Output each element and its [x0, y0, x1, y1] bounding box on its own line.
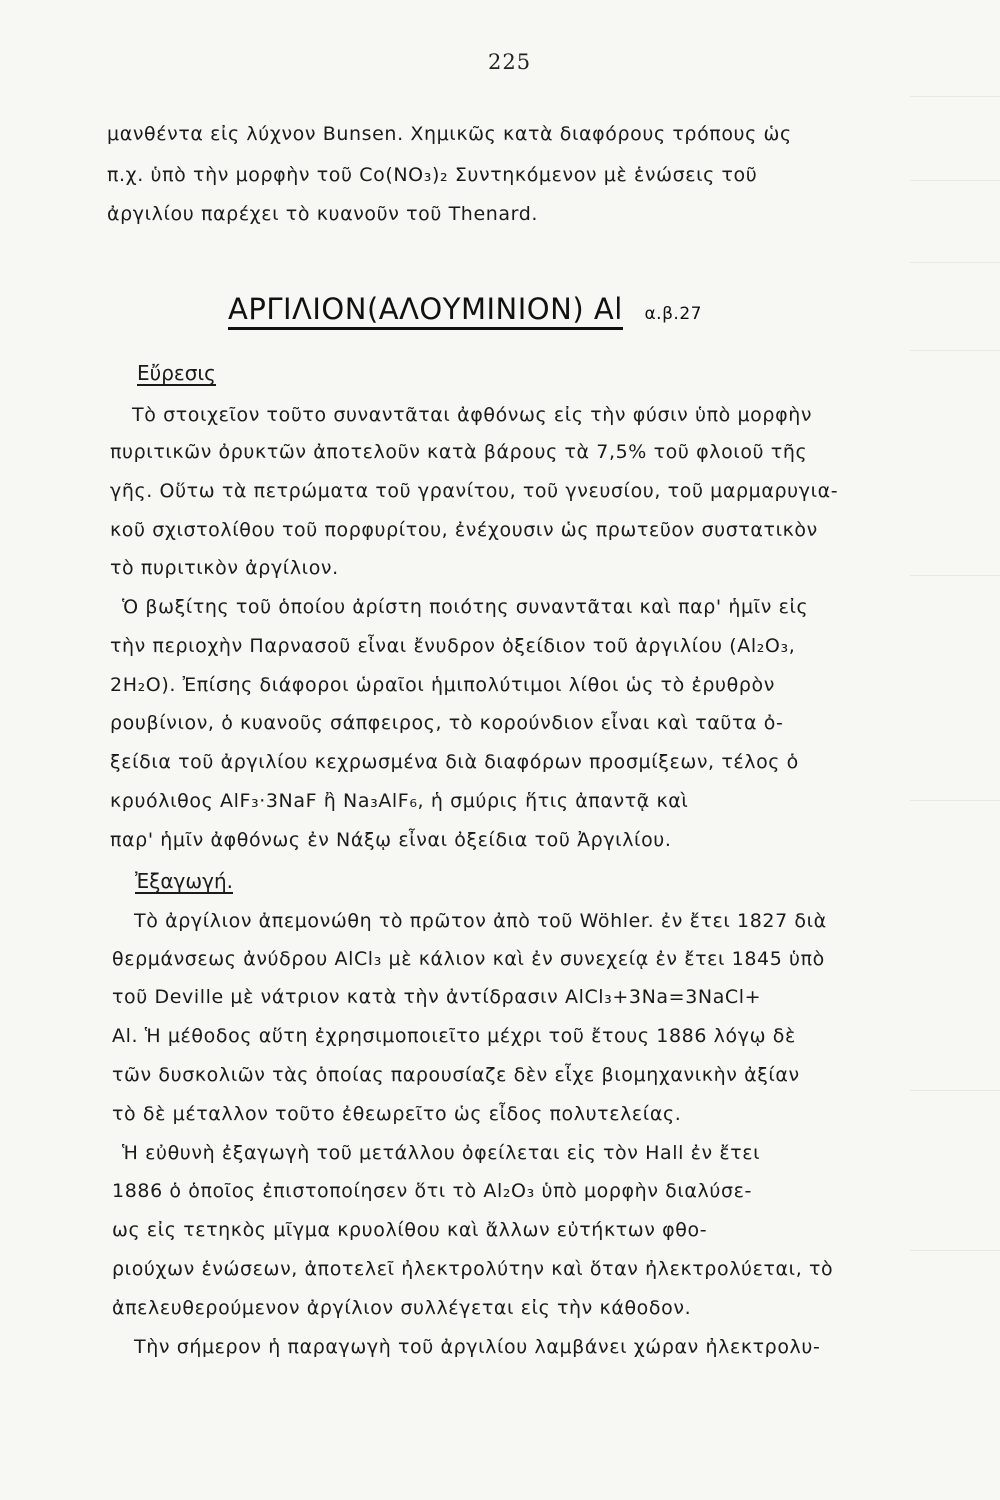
bleed-through-line: [910, 800, 1000, 801]
section-title-extraction: Ἐξαγωγή.: [135, 869, 234, 893]
element-title: ΑΡΓΙΛΙΟΝ(ΑΛΟΥΜΙΝΙΟΝ) Al: [228, 292, 623, 330]
paragraph-line: γῆς. Οὕτω τὰ πετρώματα τοῦ γρανίτου, τοῦ γνευσίου, τοῦ μαρμαρυγια-: [110, 480, 839, 502]
paragraph-line: κρυόλιθος AlF₃·3NaF ἢ Na₃AlF₆, ἡ σμύρις ἥτις ἀπαντᾷ καὶ: [110, 790, 689, 812]
paragraph-line: τὸ πυριτικὸν ἀργίλιον.: [110, 557, 339, 579]
section-title-occurrence: Εὔρεσις: [137, 361, 216, 385]
paragraph-line: Τὸ στοιχεῖον τοῦτο συναντᾶται ἀφθόνως εἰς τὴν φύσιν ὑπὸ μορφὴν: [132, 404, 813, 426]
paragraph-line: πυριτικῶν ὀρυκτῶν ἀποτελοῦν κατὰ βάρους τὰ 7,5% τοῦ φλοιοῦ τῆς: [110, 441, 808, 463]
paragraph-line: ἀπελευθερούμενον ἀργίλιον συλλέγεται εἰς τὴν κάθοδον.: [112, 1297, 692, 1319]
paragraph-line: κοῦ σχιστολίθου τοῦ πορφυρίτου, ἐνέχουσιν ὡς πρωτεῦον συστατικὸν: [110, 519, 818, 541]
paragraph-line: ξείδια τοῦ ἀργιλίου κεχρωσμένα διὰ διαφόρων προσμίξεων, τέλος ὁ: [110, 751, 799, 773]
paragraph-line: παρ' ἡμῖν ἀφθόνως ἐν Νάξῳ εἶναι ὀξείδια τοῦ Ἀργιλίου.: [110, 829, 672, 851]
paragraph-line: Ἡ εὐθυνὴ ἐξαγωγὴ τοῦ μετάλλου ὀφείλεται εἰς τὸν Hall ἐν ἔτει: [122, 1142, 761, 1164]
bleed-through-line: [910, 180, 1000, 181]
paragraph-line: τοῦ Deville μὲ νάτριον κατὰ τὴν ἀντίδρασιν AlCl₃+3Na=3NaCl+: [112, 986, 762, 1008]
paragraph-line: 1886 ὁ ὁποῖος ἐπιστοποίησεν ὅτι τὸ Al₂O₃ ὑπὸ μορφὴν διαλύσε-: [112, 1180, 752, 1202]
paragraph-line: Τὴν σήμερον ἡ παραγωγὴ τοῦ ἀργιλίου λαμβάνει χώραν ἠλεκτρολυ-: [134, 1336, 821, 1358]
bleed-through-line: [910, 575, 1000, 576]
bleed-through-line: [910, 262, 1000, 263]
paragraph-line: Ὁ βωξίτης τοῦ ὁποίου ἀρίστη ποιότης συναντᾶται καὶ παρ' ἡμῖν εἰς: [122, 596, 809, 618]
paragraph-line: τῶν δυσκολιῶν τὰς ὁποίας παρουσίαζε δὲν εἶχε βιομηχανικὴν ἀξίαν: [112, 1064, 800, 1086]
paragraph-line: ρουβίνιον, ὁ κυανοῦς σάπφειρος, τὸ κορούνδιον εἶναι καὶ ταῦτα ὀ-: [110, 712, 784, 734]
paragraph-line: Al. Ἡ μέθοδος αὕτη ἐχρησιμοποιεῖτο μέχρι τοῦ ἔτους 1886 λόγῳ δὲ: [112, 1025, 796, 1047]
paragraph-line: θερμάνσεως ἀνύδρου AlCl₃ μὲ κάλιον καὶ ἐν συνεχείᾳ ἐν ἔτει 1845 ὑπὸ: [112, 948, 825, 970]
paragraph-line: ριούχων ἑνώσεων, ἀποτελεῖ ἠλεκτρολύτην καὶ ὅταν ἠλεκτρολύεται, τὸ: [112, 1258, 834, 1280]
bleed-through-line: [910, 1250, 1000, 1251]
page-title: [228, 292, 702, 326]
intro-line: π.χ. ὑπὸ τὴν μορφὴν τοῦ Co(NO₃)₂ Συντηκόμενον μὲ ἑνώσεις τοῦ: [107, 164, 758, 186]
bleed-through-line: [910, 350, 1000, 351]
paragraph-line: ως εἰς τετηκὸς μῖγμα κρυολίθου καὶ ἄλλων εὐτήκτων φθο-: [112, 1219, 708, 1241]
intro-line: μανθέντα εἰς λύχνον Bunsen. Χημικῶς κατὰ διαφόρους τρόπους ὡς: [107, 123, 792, 145]
bleed-through-line: [910, 96, 1000, 97]
paragraph-line: 2H₂O). Ἐπίσης διάφοροι ὡραῖοι ἡμιπολύτιμοι λίθοι ὡς τὸ ἐρυθρὸν: [110, 674, 775, 696]
intro-line: ἀργιλίου παρέχει τὸ κυανοῦν τοῦ Thenard.: [107, 203, 538, 225]
bleed-through-line: [910, 1090, 1000, 1091]
page-number: 225: [488, 50, 532, 74]
paragraph-line: τὸ δὲ μέταλλον τοῦτο ἐθεωρεῖτο ὡς εἶδος πολυτελείας.: [112, 1103, 682, 1125]
atomic-weight: α.β.27: [644, 304, 702, 324]
paragraph-line: τὴν περιοχὴν Παρνασοῦ εἶναι ἔνυδρον ὀξείδιον τοῦ ἀργιλίου (Al₂O₃,: [110, 635, 796, 657]
paragraph-line: Τὸ ἀργίλιον ἀπεμονώθη τὸ πρῶτον ἀπὸ τοῦ Wöhler. ἐν ἔτει 1827 διὰ: [134, 910, 827, 932]
